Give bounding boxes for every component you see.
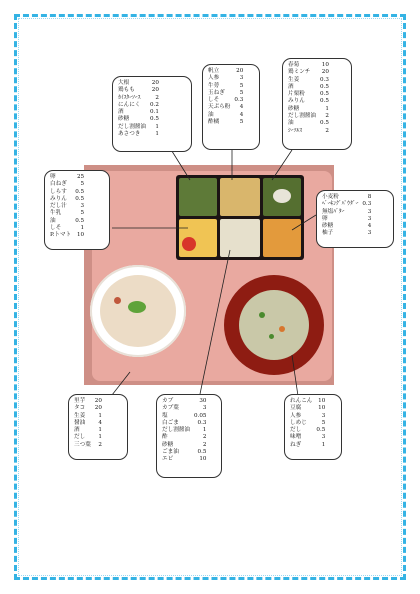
ingredient-amount: 10 [318, 398, 326, 404]
ingredient-row [208, 119, 243, 126]
ingredient-amount: 2 [98, 441, 102, 448]
ingredient-row [290, 413, 325, 420]
ingredient-amount: 2 [202, 434, 207, 441]
ingredient-name: あさつき [118, 131, 141, 138]
ingredient-row [50, 189, 84, 196]
ingredient-amount: 20 [151, 87, 159, 94]
ingredient-row [288, 77, 329, 84]
ingredient-name: 酒 [74, 427, 80, 434]
ingredient-row [288, 69, 329, 76]
ingredient-name: だし割醤油 [118, 123, 146, 130]
ingredient-row [50, 218, 84, 225]
ingredient-name: 油 [288, 120, 294, 127]
ingredient-amount: 30 [199, 398, 207, 404]
callout-yuzu-cake [316, 190, 394, 248]
ingredient-amount: 1 [98, 434, 102, 441]
ingredient-row [208, 112, 243, 119]
ingredient-name: 小麦粉 [322, 194, 339, 200]
ingredient-amount: 2 [325, 113, 329, 120]
ingredient-name: ｶｲｽﾀｰｿｰｽ [118, 94, 141, 101]
ingredient-amount: 3 [321, 412, 326, 419]
ingredient-row [322, 230, 371, 237]
ingredient-name: だし割醤油 [162, 427, 190, 434]
ingredient-amount: 0.5 [75, 188, 85, 195]
ingredient-row [162, 427, 206, 434]
ingredient-name: 春菊 [288, 62, 300, 68]
ingredient-name: 酢 [162, 434, 168, 441]
ingredient-name: カブ葉 [162, 405, 179, 412]
ingredient-row [208, 104, 243, 111]
ingredient-amount: 20 [321, 69, 329, 76]
ingredient-row [118, 87, 159, 94]
ingredient-amount: 10 [321, 62, 329, 68]
callout-omelette [44, 170, 110, 250]
callout-daikon-chicken [112, 76, 192, 152]
ingredient-row [290, 405, 325, 412]
ingredient-amount: 4 [367, 223, 372, 230]
ingredient-name: 大根 [118, 80, 130, 86]
ingredient-name: 油 [208, 111, 214, 118]
ingredient-row [162, 442, 206, 449]
ingredient-row [74, 442, 102, 449]
ingredient-amount: 5 [80, 181, 85, 188]
ingredient-name: 三つ葉 [74, 441, 91, 448]
ingredient-amount: 3 [321, 434, 326, 441]
ingredient-amount: 0.5 [75, 217, 85, 224]
ingredient-amount: 5 [239, 89, 244, 96]
ingredient-name: 砂糖 [118, 116, 130, 123]
ingredient-name: 砂糖 [162, 441, 174, 448]
ingredient-amount: 0.05 [193, 412, 207, 419]
ingredient-amount: 4 [239, 111, 244, 118]
ingredient-name: 無塩ﾊﾞﾀｰ [322, 208, 345, 215]
ingredient-amount: 1 [155, 131, 159, 138]
ingredient-name: 白ねぎ [50, 181, 67, 188]
callout-miso-soup [284, 394, 342, 460]
ingredient-name: 片栗粉 [288, 91, 305, 98]
ingredient-amount: 5 [80, 210, 85, 217]
ingredient-name: ﾍﾞｰｷﾝｸﾞﾊﾟｳﾀﾞｰ [322, 201, 359, 208]
ingredient-row [50, 210, 84, 217]
ingredient-row [162, 413, 206, 420]
ingredient-name: 玉ねぎ [208, 89, 225, 96]
ingredient-row [162, 456, 206, 463]
ingredient-name: P.トマト [50, 232, 72, 239]
ingredient-amount: 1 [321, 441, 326, 448]
callout-turnip-salad [156, 394, 222, 478]
ingredient-name: だし割醤油 [288, 113, 316, 120]
ingredient-amount: 0.5 [149, 116, 159, 123]
ingredient-amount: 0.3 [234, 97, 244, 104]
ingredient-name: 豆腐 [290, 405, 302, 412]
ingredient-name: みりん [288, 98, 305, 105]
ingredient-amount: 4 [239, 104, 244, 111]
pointer-bottom-middle [200, 250, 230, 394]
ingredient-amount: 3 [367, 230, 372, 237]
ingredient-row [118, 116, 159, 123]
ingredient-amount: 1 [80, 225, 85, 232]
callout-scallop-tempura [202, 64, 260, 150]
ingredient-amount: 10 [76, 232, 85, 239]
ingredient-amount: 10 [318, 405, 326, 412]
ingredient-amount: 10 [199, 456, 207, 463]
ingredient-amount: 0.5 [319, 120, 329, 127]
ingredient-name: 柚子 [322, 230, 334, 237]
ingredient-name: 生姜 [288, 76, 300, 83]
ingredient-name: 人参 [290, 412, 302, 419]
pointer-right [292, 215, 316, 230]
ingredient-row [208, 83, 243, 90]
ingredient-name: 酒 [118, 109, 124, 116]
ingredient-amount: 1 [202, 427, 207, 434]
ingredient-name: 天ぷら粉 [208, 104, 231, 111]
ingredient-name: 砂糖 [288, 105, 300, 112]
ingredient-row [74, 434, 102, 441]
ingredient-amount: 20 [94, 405, 102, 412]
ingredient-name: 油 [50, 217, 56, 224]
ingredient-name: 味噌 [290, 434, 302, 441]
ingredient-name: 砂糖 [322, 223, 334, 230]
ingredient-name: 牛乳 [50, 210, 62, 217]
ingredient-amount: 0.5 [316, 427, 326, 434]
ingredient-amount: 4 [98, 419, 102, 426]
ingredient-amount: 5 [239, 82, 244, 89]
ingredient-amount: 3 [367, 208, 372, 215]
ingredient-row [290, 442, 325, 449]
callout-taro-octopus-rice [68, 394, 128, 460]
ingredient-amount: 2 [202, 441, 207, 448]
ingredient-row [50, 232, 84, 239]
ingredient-amount: 3 [80, 203, 85, 210]
ingredient-name: 醤油 [74, 419, 86, 426]
ingredient-name: 里芋 [74, 398, 86, 404]
ingredient-name: しそ [208, 97, 220, 104]
ingredient-name: だし [74, 434, 86, 441]
ingredient-amount: 1 [98, 427, 102, 434]
ingredient-row [118, 102, 159, 109]
ingredient-row [322, 201, 371, 208]
ingredient-row [74, 405, 102, 412]
ingredient-amount: 0.5 [319, 91, 329, 98]
ingredient-row [288, 120, 329, 127]
ingredient-amount: 0.1 [149, 109, 159, 116]
ingredient-amount: 3 [202, 405, 207, 412]
ingredient-name: だし汁 [50, 203, 67, 210]
ingredient-name: エビ [162, 456, 174, 463]
ingredient-name: ねぎ [290, 441, 302, 448]
ingredient-name: だし [290, 427, 302, 434]
ingredient-amount: 1 [155, 123, 159, 130]
ingredient-name: 酒 [288, 83, 294, 90]
ingredient-name: 鶏ミンチ [288, 69, 311, 76]
pointer-bottom-left [112, 372, 130, 395]
ingredient-amount: 0.5 [319, 98, 329, 105]
ingredient-name: タコ [74, 405, 86, 412]
ingredient-row [208, 75, 243, 82]
ingredient-amount: 0.3 [319, 76, 329, 83]
ingredient-amount: 5 [321, 419, 326, 426]
ingredient-row [288, 113, 329, 120]
ingredient-name: 人参 [208, 75, 220, 82]
ingredient-amount: 0.5 [319, 83, 329, 90]
ingredient-row [288, 98, 329, 105]
ingredient-amount: 0.3 [197, 419, 207, 426]
ingredient-amount: 0.5 [197, 449, 207, 456]
ingredient-name: ｼｰｿﾙｽ [288, 127, 302, 134]
ingredient-amount: 3 [239, 75, 244, 82]
ingredient-amount: 25 [76, 174, 85, 180]
ingredient-amount: 8 [367, 194, 372, 200]
ingredient-amount: 20 [236, 68, 244, 74]
ingredient-name: 卵 [322, 215, 328, 222]
ingredient-row [118, 95, 159, 102]
ingredient-name: 帆立 [208, 68, 220, 74]
ingredient-name: カブ [162, 398, 174, 404]
ingredient-name: しめじ [290, 419, 307, 426]
ingredient-row [118, 131, 159, 138]
ingredient-row [118, 124, 159, 131]
ingredient-name: れんこん [290, 398, 313, 404]
ingredient-name: 牛蒡 [208, 82, 220, 89]
ingredient-name: ごま油 [162, 449, 179, 456]
ingredient-amount: 0.2 [149, 101, 159, 108]
ingredient-name: 生姜 [74, 412, 86, 419]
ingredient-amount: 2 [325, 127, 329, 134]
ingredient-row [162, 434, 206, 441]
ingredient-amount: 1 [325, 105, 329, 112]
callout-shungiku [282, 58, 352, 150]
ingredient-amount: 20 [151, 80, 159, 86]
ingredient-name: 酢橘 [208, 119, 220, 126]
ingredient-name: 卵 [50, 174, 56, 180]
ingredient-name: しらす [50, 188, 67, 195]
ingredient-name: 鶏もも [118, 87, 135, 94]
ingredient-name: にんにく [118, 101, 141, 108]
ingredient-row [322, 209, 371, 216]
ingredient-name: 白ごま [162, 419, 179, 426]
ingredient-row [290, 434, 325, 441]
ingredient-amount: 0.5 [75, 195, 85, 202]
ingredient-amount: 5 [239, 119, 244, 126]
pointer-top-left [170, 148, 190, 180]
ingredient-row [162, 405, 206, 412]
ingredient-name: みりん [50, 195, 67, 202]
ingredient-amount: 2 [155, 94, 159, 101]
ingredient-amount: 0.3 [362, 201, 372, 208]
ingredient-amount: 20 [94, 398, 102, 404]
ingredient-amount: 1 [98, 412, 102, 419]
ingredient-amount: 3 [367, 215, 372, 222]
pointer-bottom-right [292, 355, 298, 396]
ingredient-name: しそ [50, 225, 62, 232]
ingredient-name: 塩 [162, 412, 168, 419]
ingredient-row [288, 128, 329, 135]
ingredient-row [74, 413, 102, 420]
pointer-top-right [272, 150, 292, 180]
ingredient-row [50, 181, 84, 188]
ingredient-row [288, 106, 329, 113]
